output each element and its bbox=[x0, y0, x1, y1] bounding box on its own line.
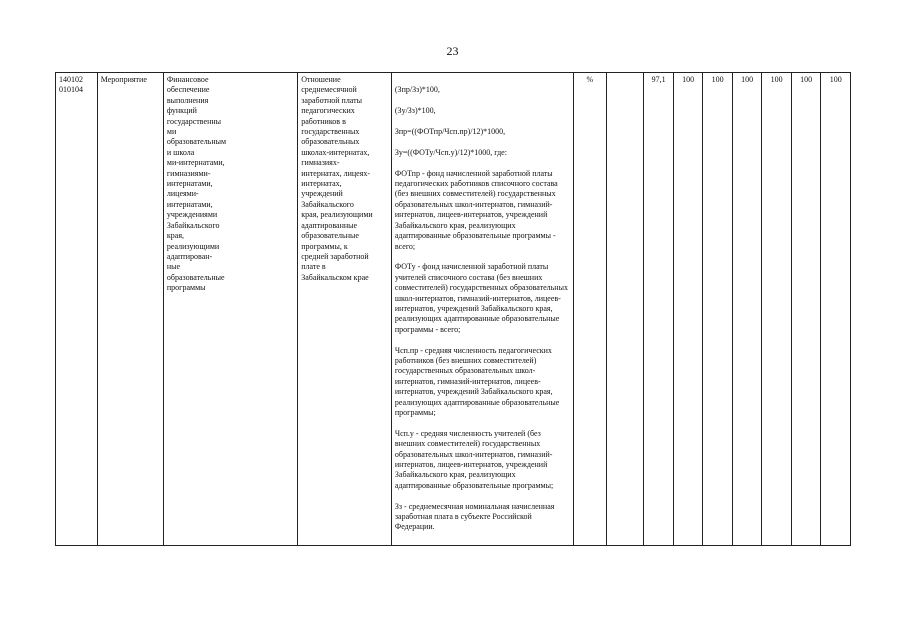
table-row bbox=[56, 73, 851, 546]
formula-line: (Зпр/Зз)*100, bbox=[394, 85, 440, 95]
formula-line: (Зу/Зз)*100, bbox=[394, 106, 436, 116]
formula-line: Зу=((ФОТу/Чсп.у)/12)*1000, где: bbox=[394, 147, 507, 157]
name-cell: Финансовое обеспечение выполнения функций государственны ми образовательным и школа ми-интернатами, гимназиями- интернатами, лицеями- интернатами, учреждениями Забайкальского края, реализующими адаптирован- ные образовательные программы bbox=[163, 73, 297, 546]
page-number: 23 bbox=[446, 44, 459, 58]
formula-line: Чсп.пр - средняя численность педагогических работников (без внешних совместителей) государственных образовательных школ-интернатов, гимназий-интернатов, лицеев-интернатов, учреждений Забайкальского края, реализующих адаптированные образовательные программы; bbox=[394, 345, 560, 417]
value-cell: 100 bbox=[791, 73, 821, 546]
formula-line: Зпр=((ФОТпр/Чсп.пр)/12)*1000, bbox=[394, 127, 506, 137]
value-cell: 100 bbox=[703, 73, 733, 546]
indicator-cell: Отношение среднемесячной заработной платы педагогических работников в государственных образовательных школах-интернатах, гимназиях- интернатах, лицеях- интернатах, учреждений Забайкальского края, реализующими адаптированные образовательные программы, к средней заработной плате в Забайкальском крае bbox=[298, 73, 392, 546]
unit-cell: % bbox=[574, 73, 607, 546]
formula-line: Чсп.у - средняя численность учителей (без внешних совместителей) государственных образовательных школ-интернатов, гимназий-интернатов, лицеев-интернатов, учреждений Забайкальского края, реализующих адаптированные образовательные программы; bbox=[394, 428, 554, 490]
empty-cell bbox=[606, 73, 644, 546]
code-cell: 140102 010104 bbox=[56, 73, 98, 546]
value-cell: 100 bbox=[673, 73, 703, 546]
formula-line: Зз - среднемесячная номинальная начисленная заработная плата в субъекте Российской Федерации. bbox=[394, 501, 555, 532]
value-cell: 100 bbox=[762, 73, 792, 546]
formula-line: ФОТпр - фонд начисленной заработной платы педагогических работников списочного состава (без внешних совместителей) государственных образовательных школ-интернатов, гимназий-интернатов, лицеев-интернатов, учреждений Забайкальского края, реализующих адаптированные образовательные программы - всего; bbox=[394, 168, 558, 251]
indicator-table bbox=[55, 72, 851, 546]
type-cell: Мероприятие bbox=[97, 73, 163, 546]
value-cell: 100 bbox=[732, 73, 762, 546]
value-cell: 97,1 bbox=[644, 73, 674, 546]
formula-line: ФОТу - фонд начисленной заработной платы учителей списочного состава (без внешних совместителей) государственных образовательных школ-интернатов, гимназий-интернатов, лицеев-интернатов, учреждений Забайкальского края, реализующих адаптированные образовательные программы - всего; bbox=[394, 262, 568, 334]
value-cell: 100 bbox=[821, 73, 851, 546]
formula-cell bbox=[391, 73, 573, 546]
